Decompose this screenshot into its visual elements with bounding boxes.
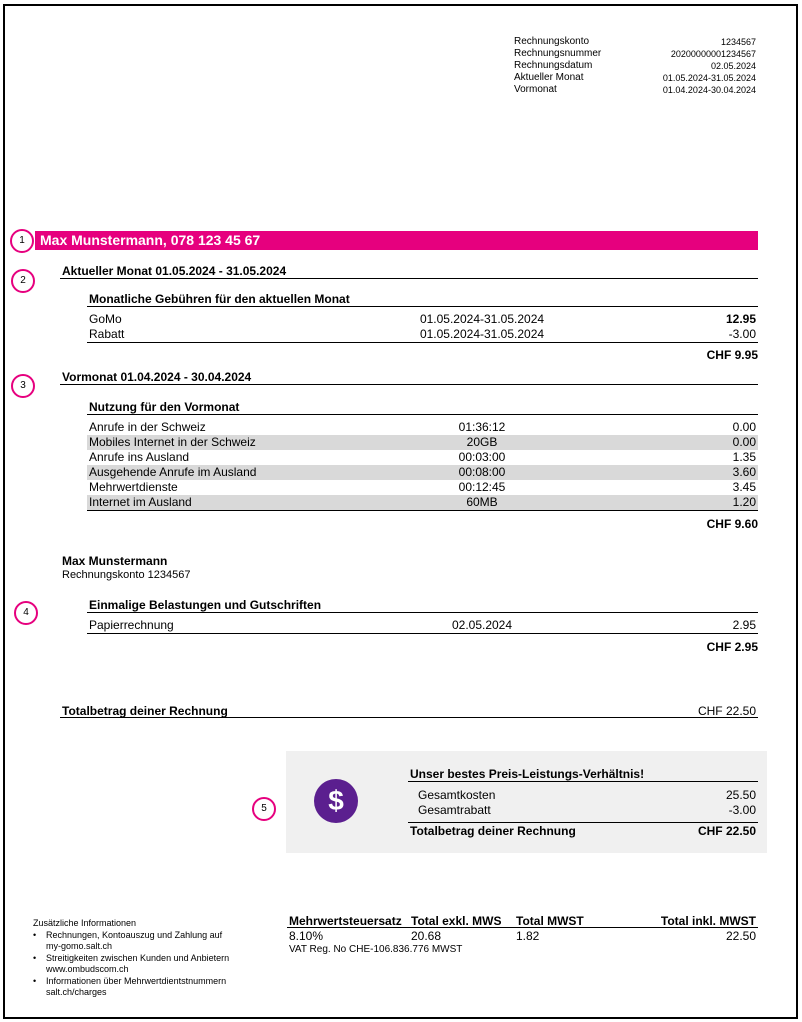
- one-time-name: Papierrechnung: [89, 618, 174, 632]
- section-divider: [87, 342, 758, 343]
- one-time-date: 02.05.2024: [451, 618, 513, 632]
- promo-total-value: CHF 22.50: [697, 824, 756, 838]
- promo-title: Unser bestes Preis-Leistungs-Verhältnis!: [410, 767, 645, 781]
- vat-value-incl: 22.50: [725, 929, 756, 943]
- meta-value: 1234567: [720, 37, 756, 47]
- current-month-subtitle: Monatliche Gebühren für den aktuellen Monat: [89, 292, 350, 306]
- account-holder-name: Max Munstermann: [62, 554, 168, 568]
- table-row: [87, 420, 758, 435]
- usage-name: Anrufe in der Schweiz: [89, 420, 206, 434]
- bullet-icon: •: [33, 930, 37, 940]
- account-holder-account: Rechnungskonto 1234567: [62, 569, 191, 581]
- charge-period: 01.05.2024-31.05.2024: [419, 327, 545, 341]
- bullet-icon: •: [33, 953, 37, 963]
- table-row: [87, 465, 758, 480]
- footer-item-line: Rechnungen, Kontoauszug und Zahlung auf: [46, 930, 223, 940]
- vat-value-excl: 20.68: [411, 929, 442, 943]
- usage-value: 01:36:12: [458, 420, 506, 434]
- one-time-total: CHF 2.95: [706, 640, 758, 654]
- one-time-title: Einmalige Belastungen und Gutschriften: [89, 598, 322, 612]
- charge-amount: 12.95: [725, 312, 756, 326]
- grand-total-label: Totalbetrag deiner Rechnung: [62, 704, 228, 718]
- promo-row-value: 25.50: [725, 788, 756, 802]
- meta-label: Rechnungskonto: [514, 36, 590, 47]
- meta-value: 01.04.2024-30.04.2024: [662, 85, 756, 95]
- promo-row-value: -3.00: [728, 803, 756, 817]
- section-divider: [60, 278, 758, 279]
- footer-link[interactable]: my-gomo.salt.ch: [46, 941, 113, 951]
- usage-amount: 1.20: [732, 495, 756, 509]
- current-month-title: Aktueller Monat 01.05.2024 - 31.05.2024: [62, 264, 287, 278]
- promo-row: [410, 803, 758, 817]
- section-divider: [287, 927, 758, 928]
- vat-header-incl: Total inkl. MWST: [660, 914, 756, 928]
- table-row: [87, 450, 758, 465]
- list-item: [33, 976, 268, 998]
- table-row: [87, 327, 758, 342]
- section-divider: [408, 822, 758, 823]
- usage-amount: 0.00: [732, 435, 756, 449]
- footer-link[interactable]: www.ombudscom.ch: [46, 964, 129, 974]
- vat-registration: VAT Reg. No CHE-106.836.776 MWST: [289, 944, 463, 955]
- table-row: [87, 312, 758, 327]
- usage-value: 00:03:00: [458, 450, 506, 464]
- meta-label: Rechnungsdatum: [514, 60, 593, 71]
- vat-value-mwst: 1.82: [516, 929, 540, 943]
- section-divider: [87, 633, 758, 634]
- marker-circle-3: 3: [11, 374, 35, 398]
- usage-name: Mehrwertdienste: [89, 480, 178, 494]
- vat-header-excl: Total exkl. MWS: [411, 914, 502, 928]
- table-row: [87, 435, 758, 450]
- promo-row: [410, 788, 758, 802]
- promo-row-label: Gesamtrabatt: [418, 803, 491, 817]
- previous-month-total: CHF 9.60: [706, 517, 758, 531]
- grand-total-value: CHF 22.50: [697, 704, 756, 718]
- meta-value: 02.05.2024: [710, 61, 756, 71]
- vat-value-rate: 8.10%: [289, 929, 324, 943]
- marker-circle-1: 1: [10, 229, 34, 253]
- promo-row-label: Gesamtkosten: [418, 788, 496, 802]
- previous-month-title: Vormonat 01.04.2024 - 30.04.2024: [62, 370, 252, 384]
- meta-value: 01.05.2024-31.05.2024: [662, 73, 756, 83]
- current-month-total: CHF 9.95: [706, 348, 758, 362]
- usage-value: 20GB: [466, 435, 498, 449]
- charge-amount: -3.00: [728, 327, 756, 341]
- marker-circle-5: 5: [252, 797, 276, 821]
- table-row: [87, 618, 758, 633]
- meta-label: Rechnungsnummer: [514, 48, 602, 59]
- charge-name: GoMo: [89, 312, 122, 326]
- invoice-page: [3, 4, 798, 1019]
- usage-amount: 1.35: [732, 450, 756, 464]
- list-item: [33, 953, 268, 975]
- previous-month-subtitle: Nutzung für den Vormonat: [89, 400, 240, 414]
- vat-header-rate: Mehrwertsteuersatz: [289, 914, 402, 928]
- usage-name: Mobiles Internet in der Schweiz: [89, 435, 256, 449]
- section-divider: [60, 384, 758, 385]
- marker-circle-2: 2: [11, 269, 35, 293]
- footer-link[interactable]: salt.ch/charges: [46, 987, 107, 997]
- usage-amount: 3.60: [732, 465, 756, 479]
- section-divider: [87, 306, 758, 307]
- charge-period: 01.05.2024-31.05.2024: [419, 312, 545, 326]
- dollar-icon: $: [314, 779, 358, 823]
- customer-bar: Max Munstermann, 078 123 45 67: [35, 231, 758, 250]
- section-divider: [60, 717, 758, 718]
- promo-total-label: Totalbetrag deiner Rechnung: [410, 824, 576, 838]
- meta-label: Vormonat: [514, 84, 557, 95]
- promo-box: [286, 751, 767, 853]
- section-divider: [408, 781, 758, 782]
- usage-name: Ausgehende Anrufe im Ausland: [89, 465, 257, 479]
- marker-circle-4: 4: [14, 601, 38, 625]
- usage-value: 00:08:00: [458, 465, 506, 479]
- bullet-icon: •: [33, 976, 37, 986]
- usage-value: 00:12:45: [458, 480, 506, 494]
- meta-value: 20200000001234567: [670, 49, 756, 59]
- table-row: [87, 480, 758, 495]
- usage-value: 60MB: [466, 495, 498, 509]
- usage-amount: 0.00: [732, 420, 756, 434]
- footer-item-line: Streitigkeiten zwischen Kunden und Anbietern: [46, 953, 230, 963]
- footer-info-list: [33, 930, 268, 998]
- vat-header-mwst: Total MWST: [516, 914, 584, 928]
- footer-item-line: Informationen über Mehrwertdientstnummern: [46, 976, 227, 986]
- section-divider: [87, 510, 758, 511]
- charge-name: Rabatt: [89, 327, 125, 341]
- usage-name: Internet im Ausland: [89, 495, 192, 509]
- table-row: [87, 495, 758, 510]
- list-item: [33, 930, 268, 952]
- section-divider: [87, 414, 758, 415]
- usage-amount: 3.45: [732, 480, 756, 494]
- one-time-amount: 2.95: [732, 618, 756, 632]
- usage-name: Anrufe ins Ausland: [89, 450, 190, 464]
- section-divider: [87, 612, 758, 613]
- footer-info-title: Zusätzliche Informationen: [33, 918, 137, 928]
- meta-label: Aktueller Monat: [514, 72, 584, 83]
